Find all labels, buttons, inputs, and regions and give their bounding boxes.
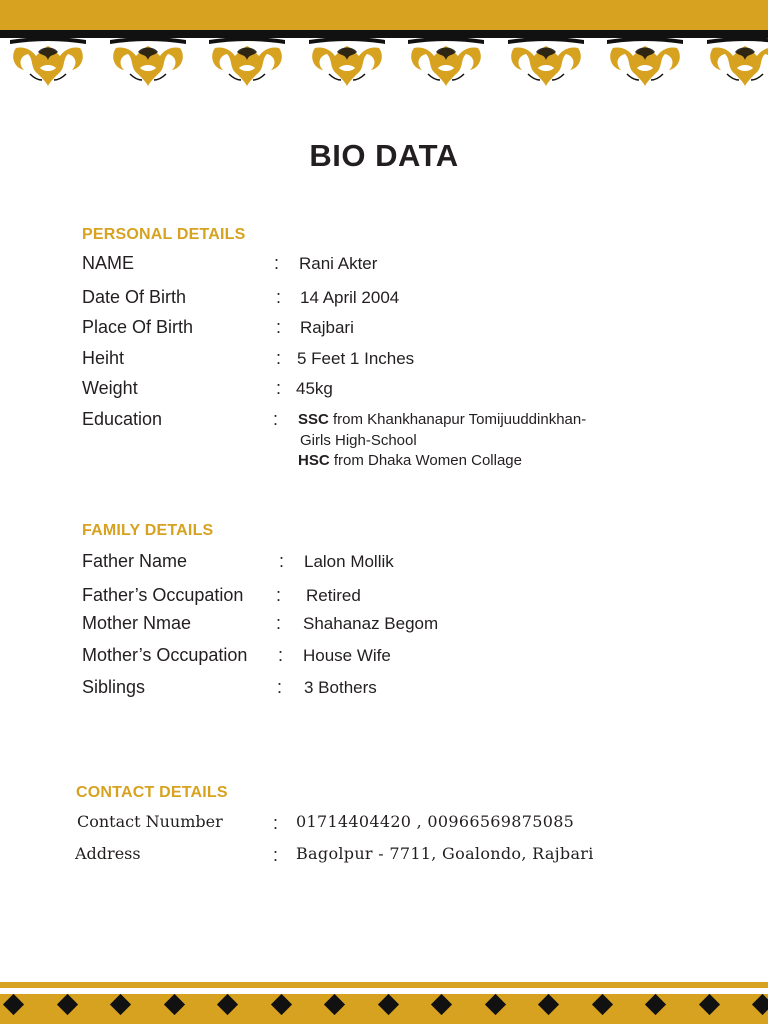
family-details-heading: FAMILY DETAILS — [82, 522, 214, 539]
pob-label: Place Of Birth — [82, 317, 194, 337]
education-colon: : — [273, 409, 279, 429]
name-value: Rani Akter — [299, 254, 378, 273]
hsc-text: from Dhaka Women Collage — [329, 452, 522, 469]
education-hsc-line — [298, 452, 522, 469]
ssc-text: from Khankhanapur Tomijuuddinkhan- — [328, 411, 587, 428]
name-colon: : — [274, 253, 280, 273]
address-label: Address — [75, 844, 141, 863]
weight-value: 45kg — [296, 379, 333, 398]
weight-colon: : — [276, 378, 282, 398]
mother-name-colon: : — [276, 613, 282, 633]
address-value: Bagolpur - 7711, Goalondo, Rajbari — [296, 844, 594, 863]
hsc-tag: HSC — [298, 452, 330, 469]
mother-occupation-value: House Wife — [303, 646, 391, 665]
height-value: 5 Feet 1 Inches — [297, 349, 415, 368]
siblings-colon: : — [277, 677, 283, 697]
address-colon: : — [273, 845, 279, 865]
education-label: Education — [82, 409, 163, 429]
floral-scroll-icon — [605, 34, 685, 92]
father-name-colon: : — [279, 551, 285, 571]
father-occupation-colon: : — [276, 585, 282, 605]
father-occupation-value: Retired — [306, 586, 361, 605]
page-title: BIO DATA — [309, 138, 459, 173]
pob-value: Rajbari — [300, 318, 354, 337]
contact-number-value: 01714404420 , 00966569875085 — [296, 812, 575, 831]
floral-scroll-icon — [207, 34, 287, 92]
floral-scroll-icon — [8, 34, 88, 92]
name-label: NAME — [82, 253, 135, 273]
siblings-label: Siblings — [82, 677, 146, 697]
height-label: Heiht — [82, 348, 125, 368]
top-border-band — [0, 0, 768, 30]
mother-occupation-colon: : — [278, 645, 284, 665]
dob-label: Date Of Birth — [82, 287, 187, 307]
contact-number-colon: : — [273, 813, 279, 833]
ssc-tag: SSC — [298, 411, 329, 428]
personal-details-heading: PERSONAL DETAILS — [82, 226, 246, 243]
father-occupation-label: Father’s Occupation — [82, 585, 244, 605]
mother-name-label: Mother Nmae — [82, 613, 192, 633]
floral-scroll-icon — [705, 34, 768, 92]
pob-colon: : — [276, 317, 282, 337]
father-name-value: Lalon Mollik — [304, 552, 394, 571]
education-ssc-line — [298, 411, 586, 428]
floral-scroll-icon — [406, 34, 486, 92]
dob-colon: : — [276, 287, 282, 307]
father-name-label: Father Name — [82, 551, 188, 571]
mother-name-value: Shahanaz Begom — [303, 614, 439, 633]
floral-scroll-icon — [307, 34, 387, 92]
education-ssc-continuation: Girls High-School — [300, 432, 417, 449]
mother-occupation-label: Mother’s Occupation — [82, 645, 248, 665]
bottom-border-line — [0, 982, 768, 988]
dob-value: 14 April 2004 — [300, 288, 400, 307]
floral-scroll-icon — [108, 34, 188, 92]
weight-label: Weight — [82, 378, 138, 398]
contact-details-heading: CONTACT DETAILS — [76, 784, 228, 801]
floral-scroll-icon — [506, 34, 586, 92]
height-colon: : — [276, 348, 282, 368]
top-ornament-row — [0, 34, 768, 94]
siblings-value: 3 Bothers — [304, 678, 377, 697]
contact-number-label: Contact Nuumber — [77, 812, 223, 831]
